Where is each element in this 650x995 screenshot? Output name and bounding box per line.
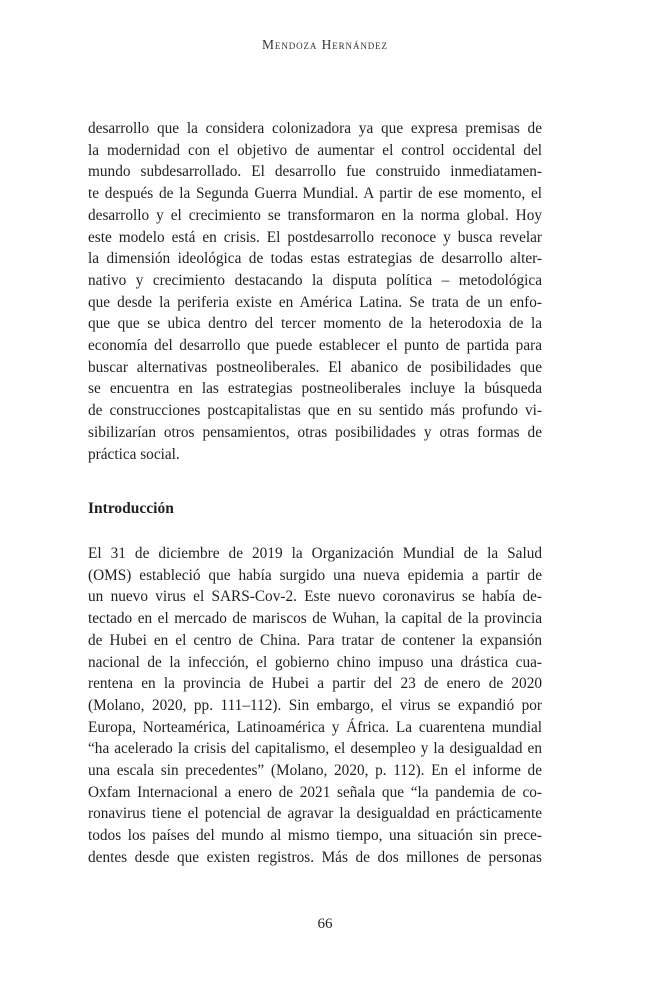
text-line: te después de la Segunda Guerra Mundial. A partir de ese momento, el xyxy=(88,185,542,203)
text-line: mundo subdesarrollado. El desarrollo fue construido inmediatamen- xyxy=(88,163,542,181)
text-line: práctica social. xyxy=(88,445,180,463)
text-line: dentes desde que existen registros. Más de dos millones de personas xyxy=(88,848,542,866)
text-line: este modelo está en crisis. El postdesarrollo reconoce y busca revelar xyxy=(88,228,542,246)
section-heading: Introducción xyxy=(88,500,174,517)
text-line: Europa, Norteamérica, Latinoamérica y África. La cuarentena mundial xyxy=(88,718,542,736)
text-line: desarrollo y el crecimiento se transformaron en la norma global. Hoy xyxy=(88,206,542,224)
abstract-paragraph xyxy=(88,118,542,465)
text-line: todos los países del mundo al mismo tiempo, una situación sin prece- xyxy=(88,827,542,845)
text-line: una escala sin precedentes” (Molano, 2020, p. 112). En el informe de xyxy=(88,762,542,780)
text-line: que que se ubica dentro del tercer momento de la heterodoxia de la xyxy=(88,315,542,333)
text-line: (Molano, 2020, pp. 111–112). Sin embargo, el virus se expandió por xyxy=(88,696,542,714)
text-line: “ha acelerado la crisis del capitalismo, el desempleo y la desigualdad en xyxy=(88,740,542,758)
text-line: economía del desarrollo que puede establecer el punto de partida para xyxy=(88,337,542,355)
text-line: tectado en el mercado de mariscos de Wuhan, la capital de la provincia xyxy=(88,610,542,628)
text-line: nativo y crecimiento destacando la disputa política – metodológica xyxy=(88,271,542,289)
text-line: la dimensión ideológica de todas estas estrategias de desarrollo alter- xyxy=(88,250,542,268)
text-line: se encuentra en las estrategias postneoliberales incluye la búsqueda xyxy=(88,380,542,398)
text-line: de Hubei en el centro de China. Para tratar de contener la expansión xyxy=(88,631,542,649)
text-line: que desde la periferia existe en América Latina. Se trata de un enfo- xyxy=(88,293,542,311)
text-line: Oxfam Internacional a enero de 2021 señala que “la pandemia de co- xyxy=(88,783,542,801)
text-line: desarrollo que la considera colonizadora ya que expresa premisas de xyxy=(88,120,542,137)
running-head: Mendoza Hernández xyxy=(262,37,388,52)
text-line: la modernidad con el objetivo de aumentar el control occidental del xyxy=(88,141,542,159)
text-line: ronavirus tiene el potencial de agravar la desigualdad en prácticamente xyxy=(88,805,542,823)
text-line: buscar alternativas postneoliberales. El abanico de posibilidades que xyxy=(88,358,542,376)
text-line: El 31 de diciembre de 2019 la Organización Mundial de la Salud xyxy=(88,545,542,562)
introduction-paragraph xyxy=(88,543,542,869)
text-line: de construcciones postcapitalistas que en su sentido más profundo vi- xyxy=(88,402,542,420)
text-line: rentena en la provincia de Hubei a partir del 23 de enero de 2020 xyxy=(88,675,542,693)
text-line: un nuevo virus el SARS-Cov-2. Este nuevo coronavirus se había de- xyxy=(88,588,542,606)
text-line: sibilizarían otros pensamientos, otras posibilidades y otras formas de xyxy=(88,423,542,441)
text-line: (OMS) estableció que había surgido una nueva epidemia a partir de xyxy=(88,566,542,584)
text-line: nacional de la infección, el gobierno chino impuso una drástica cua- xyxy=(88,653,542,671)
page-number: 66 xyxy=(317,916,333,932)
